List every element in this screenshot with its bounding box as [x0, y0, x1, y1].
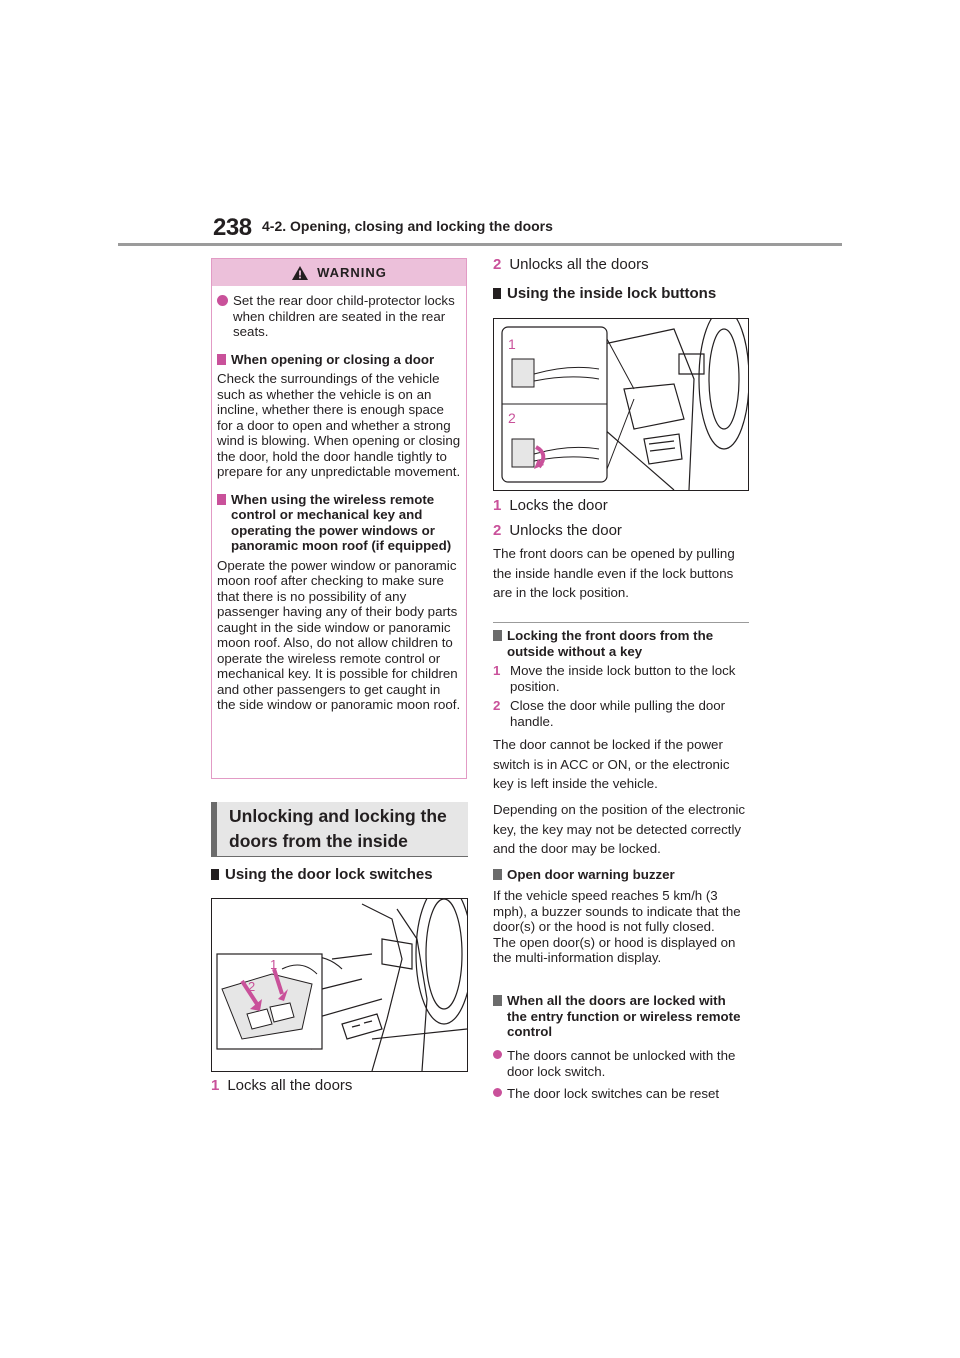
square-bullet-icon — [211, 869, 219, 880]
header-divider — [118, 243, 842, 246]
warning-title: WARNING — [317, 265, 387, 280]
heading-open-door-buzzer: Open door warning buzzer — [493, 867, 749, 883]
list-item: The door lock switches can be reset — [493, 1086, 749, 1102]
figure-label-2: 2 — [248, 979, 256, 994]
paragraph-key-detection: Depending on the position of the electronic key, the key may not be detected correctly and the door may be locked. — [493, 802, 746, 856]
step-unlocks-the-door: 2 Unlocks the door — [493, 522, 622, 539]
inside-lock-button-illustration — [494, 319, 748, 490]
step-unlocks-all-doors: 2 Unlocks all the doors — [493, 256, 649, 273]
list-item: 1 Move the inside lock button to the lock position. — [493, 663, 736, 694]
square-bullet-icon — [493, 869, 502, 880]
square-bullet-icon — [217, 354, 226, 365]
step-locks-the-door: 1 Locks the door — [493, 497, 608, 514]
section-heading-rule — [211, 856, 468, 857]
section-title: 4-2. Opening, closing and locking the doors — [262, 218, 553, 234]
square-bullet-icon — [217, 494, 226, 505]
warning-paragraph-1: Check the surroundings of the vehicle such as whether the vehicle is on an incline, whether there is enough space for a door to open and whether a strong wind is blowing. When opening or closing the door, hold the door handle tightly to prepare for any unpredictable movement. — [217, 371, 461, 479]
square-bullet-icon — [493, 630, 502, 641]
paragraph-buzzer: If the vehicle speed reaches 5 km/h (3 mph), a buzzer sounds to indicate that the door(s) or the hood is not fully closed. The open door(s) or hood is displayed on the multi-information display. — [493, 888, 741, 965]
warning-header — [212, 259, 466, 286]
figure-label-1: 1 — [508, 336, 516, 352]
subheading-door-lock-switches: Using the door lock switches — [211, 866, 433, 883]
paragraph-power-switch: The door cannot be locked if the power switch is in ACC or ON, or the electronic key is left inside the vehicle. — [493, 737, 730, 791]
inside-lock-button-figure — [493, 318, 749, 491]
figure-label-1: 1 — [270, 957, 278, 972]
door-lock-switch-figure — [211, 898, 468, 1072]
figure-label-2: 2 — [508, 410, 516, 426]
warning-bullet: Set the rear door child-protector locks when children are seated in the rear seats. — [217, 293, 461, 340]
paragraph-pull-handle: The front doors can be opened by pulling the inside handle even if the lock buttons are in the lock position. — [493, 546, 735, 600]
heading-all-doors-locked: When all the doors are locked with the entry function or wireless remote control — [493, 993, 749, 1040]
list-item: The doors cannot be unlocked with the door lock switch. — [493, 1048, 749, 1079]
warning-heading-2: When using the wireless remote control or mechanical key and operating the power windows or panoramic moon roof (if equipped) — [217, 492, 461, 554]
bullet-icon — [217, 295, 228, 306]
warning-heading-1: When opening or closing a door — [217, 352, 461, 368]
warning-triangle-icon — [291, 265, 309, 281]
subheading-inside-lock-buttons: Using the inside lock buttons — [493, 285, 716, 302]
door-lock-switch-illustration — [212, 899, 467, 1071]
square-bullet-icon — [493, 288, 501, 299]
warning-box — [211, 258, 467, 779]
heading-locking-front-doors: Locking the front doors from the outside without a key — [493, 628, 749, 659]
bullet-icon — [493, 1050, 502, 1059]
list-item: 2 Close the door while pulling the door handle. — [493, 698, 726, 729]
warning-paragraph-2: Operate the power window or panoramic moon roof after checking to make sure that there is no possibility of any passenger having any of their body parts caught in the side window or panoramic moon roof. Also, do not allow children to operate the wireless remote control or mechanical key. It is possible for children and other passengers to get caught in the side window or panoramic moon roof. — [217, 557, 461, 712]
divider — [493, 622, 749, 623]
bullet-icon — [493, 1088, 502, 1097]
page-number: 238 — [213, 214, 252, 241]
section-heading: Unlocking and locking the doors from the inside — [211, 802, 468, 856]
square-bullet-icon — [493, 995, 502, 1006]
step-locks-all-doors: 1 Locks all the doors — [211, 1077, 353, 1094]
